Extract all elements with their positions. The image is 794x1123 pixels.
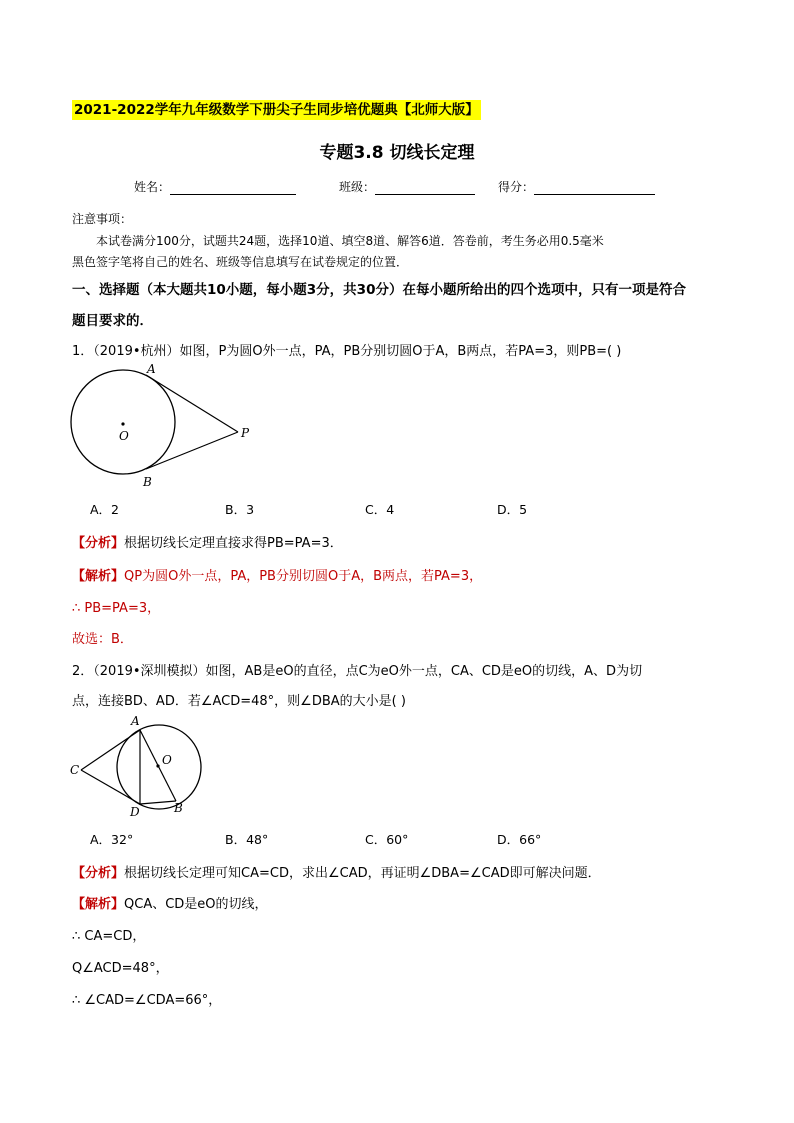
q1-solution-line-1: QP为圆O外一点，PA，PB分别切圆O于A，B两点，若PA=3， <box>124 569 483 584</box>
q2-solution-line-3-text: Q∠ACD=48°， <box>72 961 169 976</box>
q2-label-b: B <box>174 801 183 815</box>
notes-heading: 注意事项： <box>72 212 133 226</box>
q1-option-d[interactable]: D．5 <box>497 502 528 517</box>
q1-label-o: O <box>119 429 129 443</box>
name-blank[interactable] <box>170 182 296 195</box>
q1-solution-tag: 【解析】 <box>72 569 125 584</box>
section-heading-line-1: 一、选择题（本大题共10小题，每小题3分，共30分）在每小题所给出的四个选项中，只有一项是符合 <box>72 282 686 298</box>
notes-line-1: 本试卷满分100分，试题共24题，选择10道、填空8道、解答6道．答卷前，考生务必用0.5毫米 <box>96 234 604 248</box>
q2-solution-tag: 【解析】 <box>72 897 125 912</box>
notes-line-2: 黑色签字笔将自己的姓名、班级等信息填写在试卷规定的位置． <box>72 255 409 269</box>
class-label: 班级： <box>339 180 376 194</box>
q1-tangent-pb <box>146 432 238 469</box>
name-label: 姓名： <box>134 180 171 194</box>
q2-solution-line-1: QCA、CD是eO的切线， <box>124 897 268 912</box>
q1-analysis <box>72 532 343 551</box>
q1-answer: 故选：B． <box>72 632 133 647</box>
header-banner: 2021-2022学年九年级数学下册尖子生同步培优题典【北师大版】 <box>74 102 479 118</box>
name-field[interactable] <box>134 178 296 195</box>
q1-analysis-tag: 【分析】 <box>72 536 125 551</box>
score-label: 得分： <box>498 180 535 194</box>
q1-label-a: A <box>147 362 156 376</box>
q1-solution-line-2: ∴ PB=PA=3， <box>72 601 161 616</box>
q2-solution <box>72 893 268 912</box>
q2-solution-line-4 <box>72 989 221 1008</box>
q2-analysis-tag: 【分析】 <box>72 866 125 881</box>
q1-option-c[interactable]: C．4 <box>365 502 395 517</box>
q2-solution-line-4-text: ∴ ∠CAD=∠CDA=66°， <box>72 993 222 1008</box>
q2-label-o: O <box>162 753 172 767</box>
q2-option-b[interactable]: B．48° <box>225 832 269 847</box>
q2-center-dot <box>156 764 159 767</box>
q1-solution <box>72 565 482 584</box>
q2-solution-line-2 <box>72 925 145 944</box>
q2-label-c: C <box>70 763 80 777</box>
q1-tangent-pa <box>146 375 238 432</box>
q1-option-b[interactable]: B．3 <box>225 502 255 517</box>
q2-label-d: D <box>130 805 140 817</box>
q1-label-b: B <box>143 475 152 489</box>
q2-option-d[interactable]: D．66° <box>497 832 542 847</box>
q1-analysis-text: 根据切线长定理直接求得PB=PA=3． <box>124 536 343 551</box>
q2-tangent-cd <box>81 770 140 804</box>
q2-option-c[interactable]: C．60° <box>365 832 409 847</box>
q2-stem-line-1: 2．（2019•深圳模拟）如图，AB是eO的直径，点C为eO外一点，CA、CD是eO的切线，A、D为切 <box>72 664 643 679</box>
score-blank[interactable] <box>534 182 655 195</box>
section-heading-line-2: 题目要求的． <box>72 313 153 329</box>
q2-solution-line-2-text: ∴ CA=CD， <box>72 929 146 944</box>
q2-segment-bd <box>140 801 176 804</box>
class-blank[interactable] <box>375 182 475 195</box>
q1-label-p: P <box>241 426 250 440</box>
q1-figure <box>66 362 266 490</box>
q1-option-a[interactable]: A．2 <box>90 502 120 517</box>
q2-analysis-text: 根据切线长定理可知CA=CD，求出∠CAD，再证明∠DBA=∠CAD即可解决问题． <box>124 866 601 881</box>
score-field[interactable] <box>498 178 655 195</box>
q2-stem-line-2: 点，连接BD、AD．若∠ACD=48°，则∠DBA的大小是( ) <box>72 694 406 709</box>
class-field[interactable] <box>339 178 475 195</box>
q1-stem: 1．（2019•杭州）如图，P为圆O外一点，PA，PB分别切圆O于A，B两点，若PA=3，则PB=( ) <box>72 344 622 359</box>
q1-center-dot <box>121 422 124 425</box>
q2-option-a[interactable]: A．32° <box>90 832 134 847</box>
q2-label-a: A <box>131 714 140 728</box>
q2-figure <box>66 712 216 817</box>
page-title: 专题3.8 切线长定理 <box>319 143 475 163</box>
q2-tangent-ca <box>81 730 140 770</box>
q2-solution-line-3 <box>72 957 169 976</box>
q1-circle <box>71 370 175 474</box>
q2-analysis <box>72 862 601 881</box>
